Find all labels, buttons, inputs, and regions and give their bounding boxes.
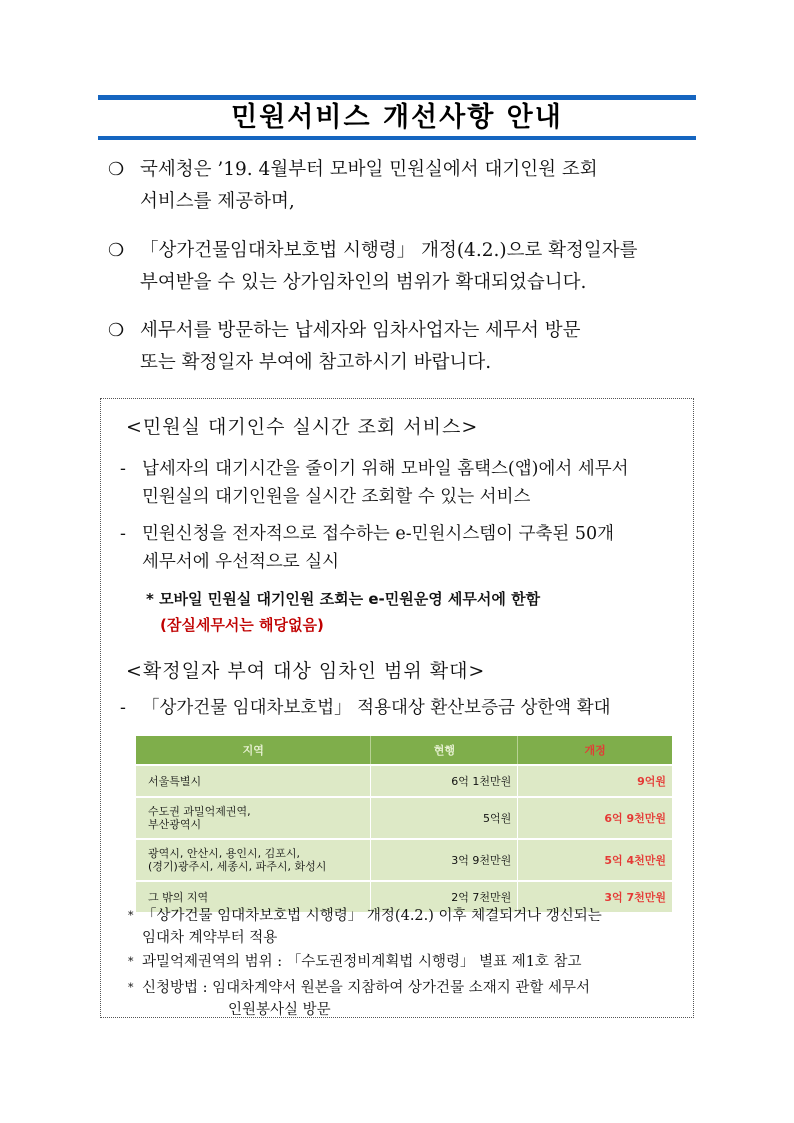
note-line-2: (잠실세무서는 해당없음)	[160, 616, 324, 634]
region-text: 서울특별시	[148, 774, 202, 788]
bullet-2-line-1: 「상가건물임대차보호법 시행령」 개정(4.2.)으로 확정일자를	[140, 240, 638, 261]
header-current: 현행	[371, 736, 518, 765]
section-1-note	[146, 586, 681, 638]
revised-cell: 9억원	[518, 765, 672, 797]
section-1-title: <민원실 대기인수 실시간 조회 서비스>	[126, 416, 479, 438]
circle-bullet-icon: ❍	[108, 159, 125, 180]
table-row	[136, 797, 672, 839]
footnote-3-line-2: 인원봉사실 방문	[228, 1002, 331, 1018]
revised-cell: 6억 9천만원	[518, 797, 672, 839]
footnote-1-line-2: 임대차 계약부터 적용	[142, 930, 278, 946]
section-2-item	[120, 694, 685, 722]
footnote-3	[128, 977, 688, 1021]
header-revised: 개정	[518, 736, 672, 765]
table-header-row	[136, 736, 672, 765]
bullet-3-line-2: 또는 확정일자 부여에 참고하시기 바랍니다.	[140, 352, 492, 373]
section-1-item-2-line-2: 세무서에 우선적으로 실시	[142, 552, 340, 572]
table-row	[136, 839, 672, 881]
region-text: 그 밖의 지역	[148, 890, 209, 904]
revised-cell: 3억 7천만원	[518, 881, 672, 912]
bullet-1-line-1: 국세청은 ’19. 4월부터 모바일 민원실에서 대기인원 조회	[140, 159, 598, 180]
footnote-2-line-1: 과밀억제권역의 범위 : 「수도권정비계획법 시행령」 별표 제1호 참고	[142, 954, 582, 970]
section-1-item-1-line-2: 민원실의 대기인원을 실시간 조회할 수 있는 서비스	[142, 487, 531, 507]
asterisk-icon: *	[128, 909, 134, 922]
footnote-3-line-1: 신청방법 : 임대차계약서 원본을 지참하여 상가건물 소재지 관할 세무서	[142, 980, 590, 996]
current-cell: 5억원	[371, 797, 518, 839]
region-cell	[136, 839, 371, 881]
bullet-3-line-1: 세무서를 방문하는 납세자와 임차사업자는 세무서 방문	[140, 320, 581, 341]
section-1-item-1	[120, 455, 685, 511]
circle-bullet-icon: ❍	[108, 240, 125, 261]
current-cell: 3억 9천만원	[371, 839, 518, 881]
region-text: (경기)광주시, 세종시, 파주시, 화성시	[148, 860, 327, 873]
bullet-1-line-2: 서비스를 제공하며,	[140, 191, 295, 212]
table-row	[136, 765, 672, 797]
region-text: 광역시, 안산시, 용인시, 김포시,	[148, 847, 300, 860]
bullet-1	[108, 154, 698, 218]
section-2-title: <확정일자 부여 대상 임차인 범위 확대>	[126, 660, 486, 682]
bullet-2-line-2: 부여받을 수 있는 상가임차인의 범위가 확대되었습니다.	[140, 272, 587, 293]
page-title: 민원서비스 개선사항 안내	[231, 102, 563, 133]
asterisk-icon: *	[128, 981, 134, 994]
note-line-1: * 모바일 민원실 대기인원 조회는 e-민원운영 세무서에 한함	[146, 590, 541, 608]
region-cell	[136, 765, 371, 797]
bullet-3	[108, 315, 698, 379]
current-cell: 6억 1천만원	[371, 765, 518, 797]
bullet-2	[108, 235, 698, 299]
title-bottom-rule	[98, 136, 696, 140]
current-cell: 2억 7천만원	[371, 881, 518, 912]
header-region: 지역	[136, 736, 371, 765]
section-1-item-2-line-1: 민원신청을 전자적으로 접수하는 e-민원시스템이 구축된 50개	[142, 524, 615, 544]
rent-deposit-table	[136, 736, 672, 912]
footnote-1	[128, 905, 688, 949]
dash-icon: -	[120, 698, 126, 718]
section-2-item-text: 「상가건물 임대차보호법」 적용대상 환산보증금 상한액 확대	[142, 698, 611, 718]
section-1-item-1-line-1: 납세자의 대기시간을 줄이기 위해 모바일 홈택스(앱)에서 세무서	[142, 459, 629, 479]
section-1-item-2	[120, 520, 685, 576]
footnote-2	[128, 951, 688, 973]
region-text: 수도권 과밀억제권역,	[148, 805, 251, 818]
title-block	[98, 95, 696, 140]
region-cell	[136, 797, 371, 839]
dash-icon: -	[120, 459, 126, 479]
dash-icon: -	[120, 524, 126, 544]
circle-bullet-icon: ❍	[108, 320, 125, 341]
region-text: 부산광역시	[148, 818, 202, 831]
revised-cell: 5억 4천만원	[518, 839, 672, 881]
footnote-1-line-1: 「상가건물 임대차보호법 시행령」 개정(4.2.) 이후 체결되거나 갱신되는	[142, 908, 602, 924]
asterisk-icon: *	[128, 955, 134, 968]
